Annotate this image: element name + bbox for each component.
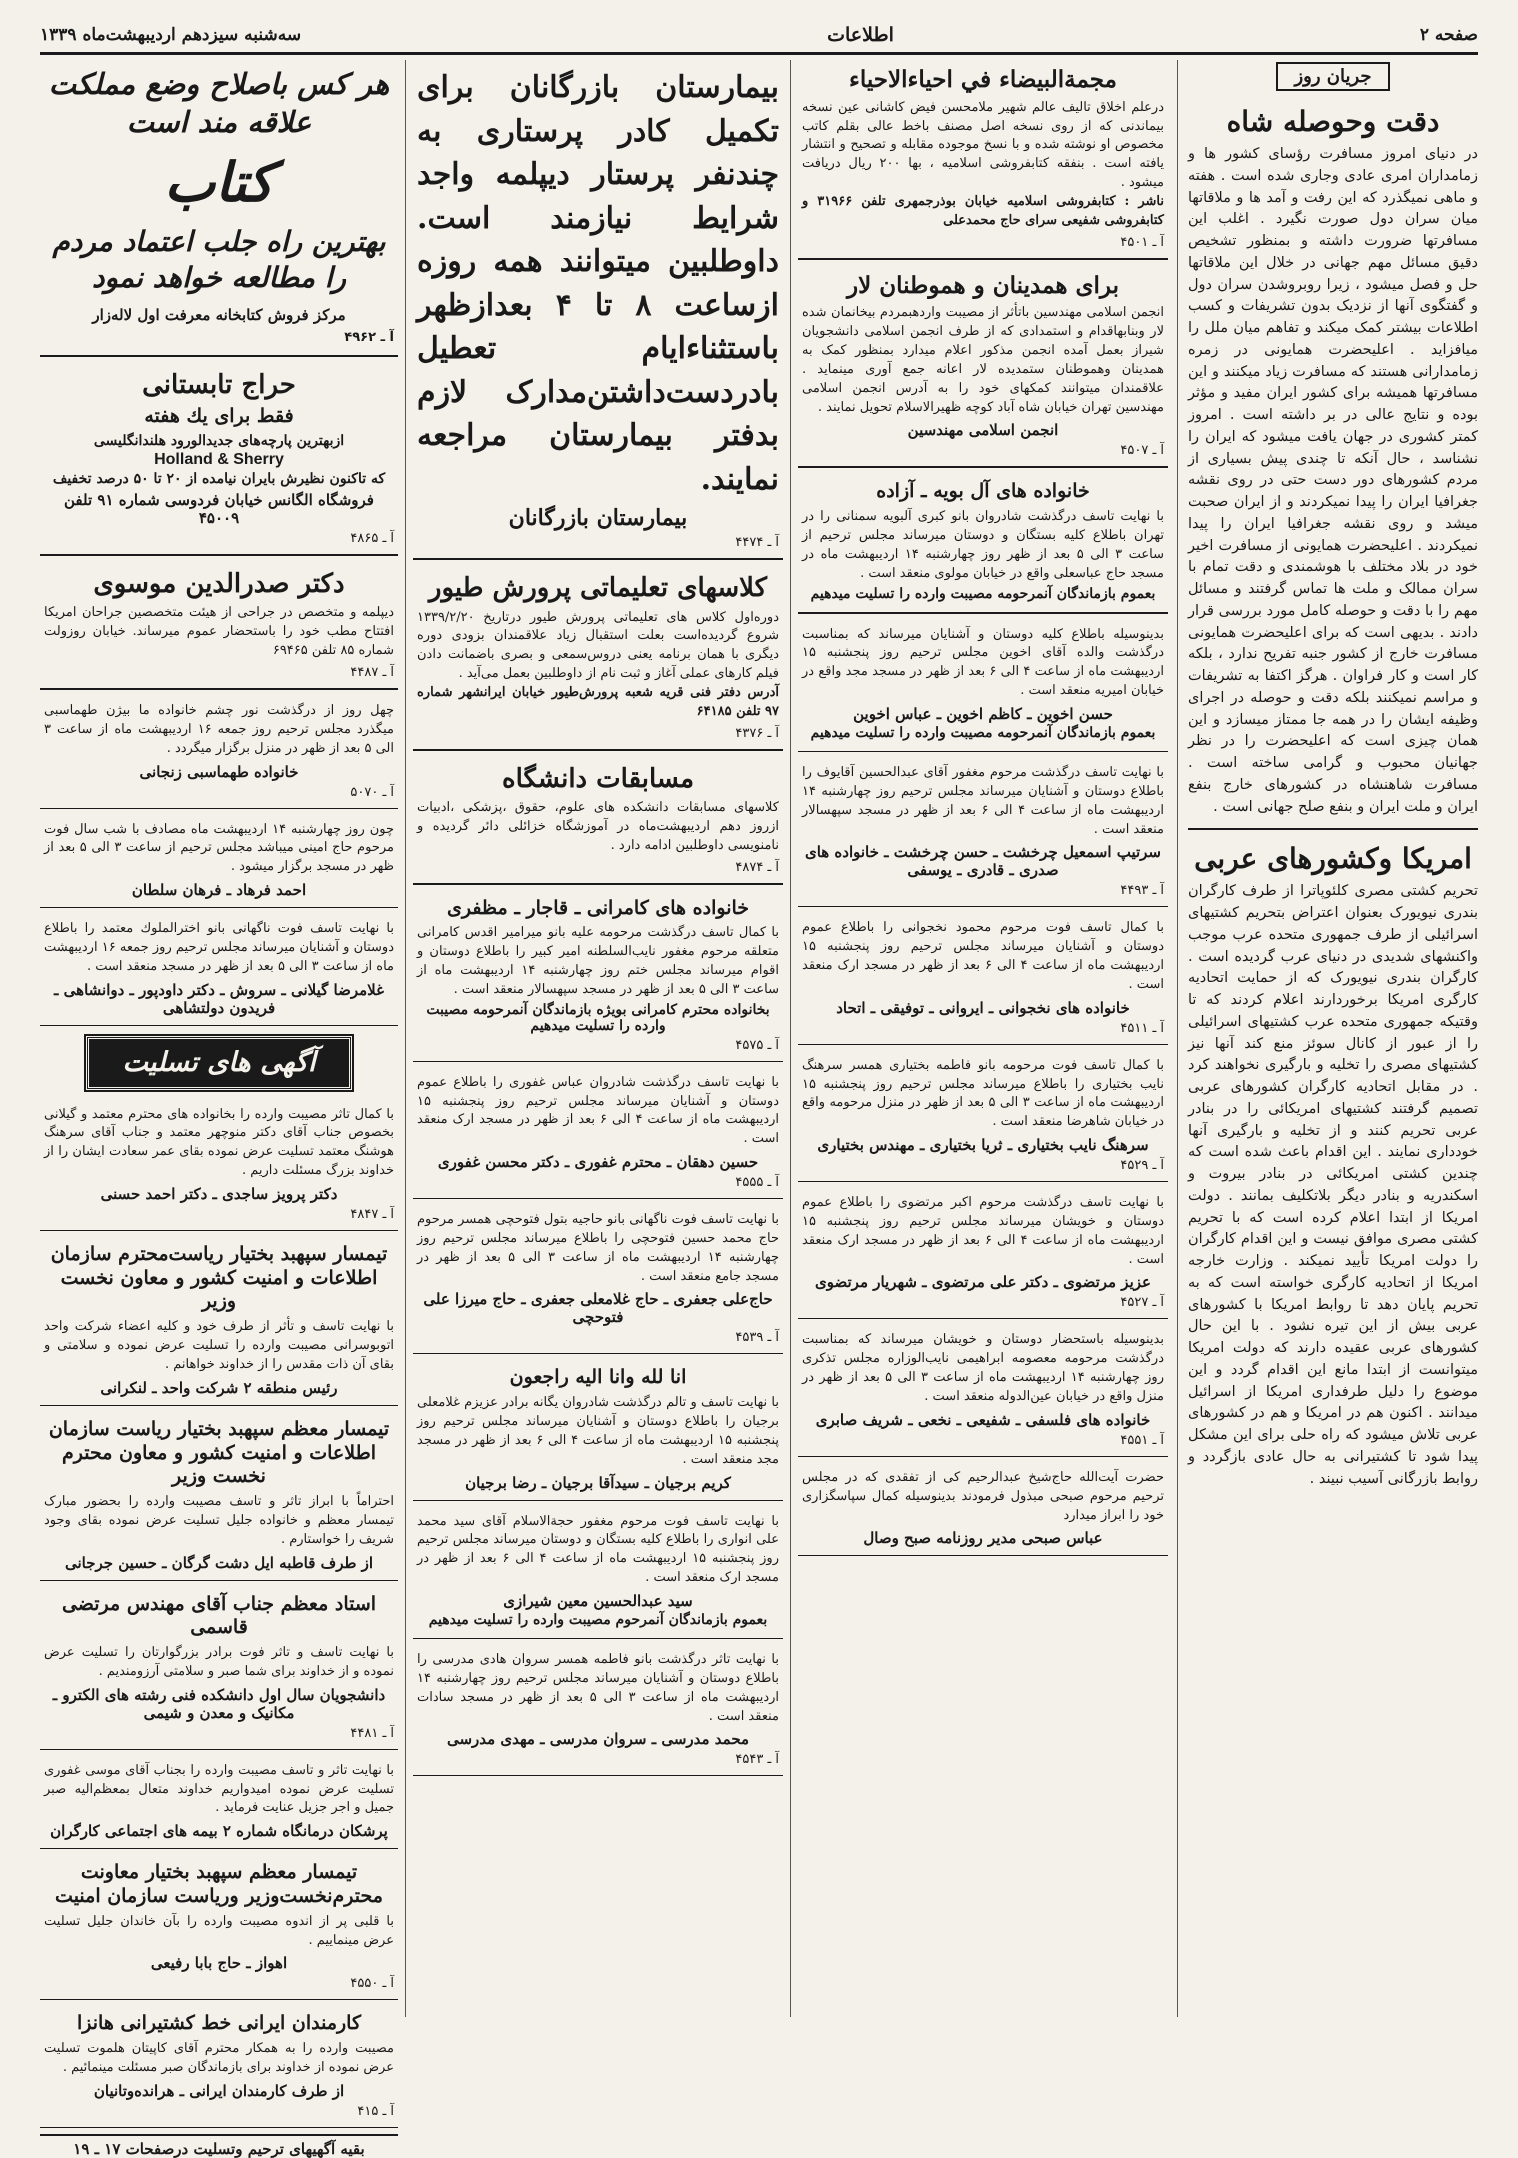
notice-signature: محمد مدرسی ـ سروان مدرسی ـ مهدی مدرسی (446, 1730, 750, 1749)
sale-body-2: که تاکنون نظیرش بایران نیامده از ۲۰ تا ۵۰ درصد تخفیف (52, 470, 386, 487)
notice-signature: از طرف کارمندان ایرانی ـ هرانده‌وتانیان (93, 2081, 345, 2100)
ekhtar-notice (40, 914, 398, 1026)
notice-signature: کریم برجیان ـ سیدآقا برجیان ـ رضا برجیان (465, 1473, 731, 1492)
notice-body: با کمال تاسف فوت مرحوم محمود نخجوانی را باطلاع عموم دوستان و آشنایان میرساند مجلس ترحیم روز پنجشنبه ۱۵ اردیبهشت ماه از ساعت ۴ الی ۶ بعد از ظهر در مسجد ارک منعقد است . (802, 920, 1164, 992)
ad-code: آ ـ ۴۱۵ (357, 2103, 394, 2119)
ad-code: آ ـ ۴۵۰۷ (1120, 443, 1164, 459)
barjian-notice (413, 1360, 783, 1500)
notice-title: تیمسار معظم سپهبد بختیار ریاست سازمان اطلاعات و امنیت کشور و معاون محترم نخست وزیر (48, 1417, 390, 1488)
ad-code: آ ـ ۴۸۴۷ (350, 1206, 394, 1222)
notice-signature: سید عبدالحسین معین شیرازی (503, 1591, 693, 1610)
condolence-banner: آگهی های تسلیت (86, 1036, 352, 1090)
ad-code: آ ـ ۴۵۱۱ (1120, 1020, 1164, 1036)
notice-body: با نهایت تاسف درگذشت شادروان عباس غفوری را باطلاع عموم دوستان و آشنایان میرساند مجلس ترحیم روز پنجشنبه ۱۵ اردیبهشت ماه از ساعت ۴ الی ۶ بعد از ظهر در مسجد ارک منعقد است . (417, 1074, 779, 1147)
notice-signature: پرشکان درمانگاه شماره ۲ بیمه های اجتماعی کارگران (50, 1822, 388, 1841)
notice-footer: بعموم بازماندگان آنمرحوم مصیبت وارده را تسلیت میدهیم (428, 1611, 768, 1628)
masthead-date: سه‌شنبه سیزدهم اردیبهشت‌ماه ۱۳۳۹ (40, 25, 302, 45)
hospital-signature: بیمارستان بازرگانان (508, 505, 688, 531)
notice-signature: خانواده های نخجوانی ـ ایروانی ـ توفیقی ـ اتحاد (836, 998, 1130, 1017)
lar-notice (798, 266, 1168, 469)
notice-body: چون روز چهارشنبه ۱۴ اردیبهشت ماه مصادف با شب سال فوت مرحوم حاج امینی میباشد مجلس ترحیم از ساعت ۳ الی ۵ بعد از ظهر در مسجد برگزار میشود . (44, 821, 394, 875)
book-body: درعلم اخلاق تالیف عالم شهیر ملامحسن فیض کاشانی عین نسخه بیماندنی که از روی نسخه اصل مصنف باخط عالی بقلم کاتب مخصوص او نوشته شده و با نسخ موجوده مقابله و تصحیح و انتشار یافته است . بنفقه کتابفروشی اسلامیه ، بها ۲۰۰ ریال دریافت میشود . (802, 99, 1165, 191)
tahmasebi-notice (40, 696, 398, 809)
book-title: مجمةالبيضاء في احياءالاحياء (849, 66, 1117, 93)
ad-code: آ ـ ۴۳۷۶ (735, 725, 779, 741)
ad-code: آ ـ ۴۵۴۳ (735, 1752, 779, 1768)
sajjadi-notice (40, 1100, 398, 1231)
notice-title: استاد معظم جناب آقای مهندس مرتضی قاسمی (61, 1592, 377, 1639)
notice-body: با نهایت تاسف فوت ناگهانی بانو اخترالملوك معتمد را باطلاع دوستان و آشنایان میرساند مجلس ترحیم روز جمعه ۱۶ اردیبهشت ماه از ساعت ۳ الی ۵ بعد از ظهر در مسجد منعقد است . (44, 921, 394, 974)
column-notices-b (413, 60, 783, 2017)
notice-title: تیمسار سپهبد بختیار ریاست‌محترم سازمان اطلاعات و امنیت کشور و معاون نخست وزیر (50, 1242, 388, 1313)
notice-signature: عزیز مرتضوی ـ دکتر علی مرتضوی ـ شهریار مرتضوی (815, 1273, 1151, 1292)
masthead-paper: اطلاعات (827, 24, 894, 46)
bakhtiari-notice (798, 1051, 1168, 1182)
soltan-notice (40, 815, 398, 909)
column-notices-c (40, 60, 398, 2158)
lar-signature: انجمن اسلامی مهندسین (907, 421, 1059, 440)
section-label: جریان روز (1276, 62, 1389, 91)
ad-code: آ ـ ۴۵۰۱ (1120, 234, 1164, 250)
notice-signature: رئیس منطقه ۲ شرکت واحد ـ لنکرانی (100, 1378, 338, 1397)
notice-signature: سرتیپ اسمعیل چرخشت ـ حسن چرخشت ـ خانواده های صدری ـ قادری ـ یوسفی (804, 843, 1161, 880)
ad-code: آ ـ ۴۸۷۴ (735, 859, 779, 875)
ad-code: آ ـ ۴۹۶۲ (344, 329, 394, 345)
ad-code: آ ـ ۴۴۹۳ (1120, 883, 1164, 899)
notice-signature: خانواده طهماسبی زنجانی (139, 762, 299, 781)
notice-body: با نهایت تاسف درگذشت مرحوم اکبر مرتضوی را باطلاع عموم دوستان و خویشان میرساند مجلس ترحیم روز پنجشنبه ۱۵ اردیبهشت ماه از ساعت ۴ الی ۶ بعد از ظهر در مسجد ارک منعقد است . (802, 1195, 1164, 1267)
sale-title: حراج تابستانی (142, 369, 296, 400)
masthead-page: صفحه ۲ (1419, 25, 1478, 45)
notice-title: کارمندان ایرانی خط کشتیرانی هانزا (76, 2012, 362, 2035)
ghafouri-notice (413, 1068, 783, 1199)
modarresi-notice (413, 1645, 783, 1776)
notice-body: احتراماً با ابراز تاثر و تاسف مصیبت وارده را بحضور مبارک تیمسار معظم و خانواده جلیل تسلیت عرض نموده بقای وجود شریف را خواستارم . (44, 1494, 394, 1547)
doctor-title: دکتر صدرالدین موسوی (93, 568, 345, 599)
ad-code: آ ـ ۴۵۵۰ (350, 1976, 394, 1992)
nakhjavani-notice (798, 913, 1168, 1044)
poultry-title: کلاسهای تعلیماتی پرورش طیور (428, 573, 768, 603)
notice-signature: حسین دهقان ـ محترم غفوری ـ دکتر محسن غفوری (437, 1153, 759, 1172)
lar-body: انجمن اسلامی مهندسین باتأثر از مصیبت واردهبمردم بیخانمان شده لار وبنابهاقدام و استمدادی که از طرف انجمن اسلامی دانشجویان شیراز بعمل آمده انجمن مذکور اعلام میدارد بمنظور کمک به همدینان وهموطنان ستمدیده لار اعانه جمع آوری مینماید . علاقمندان میتوانند کمکهای خود را به آدرس انجمن اسلامی مهندسین تهران خیابان شاه آباد کوچه ظهیرالاسلام تحویل نمایند . (802, 305, 1164, 415)
lar-title: برای همدینان و هموطنان لار (846, 271, 1120, 299)
poultry-address: آدرس دفتر فنی قریه شعبه پرورش‌طیور خیابان ایرانشهر شماره ۹۷ تلفن ۶۴۱۸۵ (417, 684, 779, 719)
article-body: تحریم کشتی مصری کلئوپاترا از طرف کارگران بندری نیویورک بعنوان اعتراض بتحریم کشتیهای اسرائیلی از طرف جمهوری متحده عرب موجب واکنشهای شدیدی در دنیای عرب گردیده است . کارگران بندری نیویورک که از حمایت اتحادیه کارگری امریکا برخوردارند اعلام کردند که تا وقتیکه جمهوری متحده عرب کشتیهای اسرائیلی را از عبور از کانال سوئز منع کند آنها نیز کشتیهای مصری را تخلیه و بارگیری نخواهند کرد . در مقابل اتحادیه کارگران کشورهای عربی تصمیم گرفتند کشتیهای امریکائی را در بنادر عربی تحریم کنند و از تخلیه و بارگیری آنها خودداری نمایند . این اقدام باعث شده است که چندین کشتی امریکائی در بنادر بیروت و اسکندریه و بنادر دیگر بلاتکلیف بمانند . دولت امریکا از ابتدا اعلام کرده است که با تحریم کشتی مصری موافق نیست و این اقدام کارگران را دولت امریکا تأیید نمیکند . وزارت خارجه امریکا از اتحادیه کارگری خواسته است که به تحریم پایان دهد تا روابط امریکا با کشورهای عربی بیش از این تیره نشود . با این حال کشورهای عربی عقیده دارند که دولت امریکا میتوانست از ابتدا مانع این اقدام گردد و این موضوع را دلیل طرفداری امریکا از اسرائیل میدانند . اکنون هم در امریکا و هم در کشورهای عربی تلاش میشود که راه حلی برای این مشکل پیدا شود تا کشتیرانی به حال عادی بازگردد و روابط بازرگانی آسیب نبیند . (1188, 883, 1478, 1487)
sale-body: ازبهترین پارچه‌های جدیدالورود هلندانگلیسی (93, 432, 345, 449)
notice-body: با نهایت تاثر درگذشت بانو فاطمه همسر سروان هادی مدرسی را باطلاع دوستان و آشنایان میرساند مجلس ترحیم روز چهارشنبه ۱۴ اردیبهشت ماه از ساعت ۳ الی ۵ بعد از ظهر در مسجد سادات منعقد است . (417, 1651, 779, 1724)
notice-body: با نهایت تاثر و تاسف مصیبت وارده را بجناب آقای موسی غفوری تسلیت عرض نموده امیدواریم خداوند متعال بمعظم‌الیه صبر جمیل و اجر جزیل عنایت فرماید . (44, 1762, 394, 1816)
ekhvan-notice (798, 620, 1168, 752)
notice-body: با قلبی پر از اندوه مصیبت وارده را بآن خاندان جلیل تسلیت عرض مینماییم . (44, 1913, 394, 1948)
article-body: در دنیای امروز مسافرت رؤسای کشور ها و زمامداران امری عادی وجاری شده است . هفته و ماهی نمیگذرد که این رفت و آمد ها و ملاقاتها میان سران دول صورت نگیرد . اغلب این مسافرتها ضرورت داشته و بمنظور تشخیص دقیق مسائل مهم جهانی در خلال این ملاقاتها حل و فصل میشود ، زیرا روبروشدن سران دول و گفتگوی آنها از نزدیک بدون تشریفات و کسب اطلاعات بیشتر کمک میکند و تفاهم میان ملل را میافزاید . اعلیحضرت همایونی در زمره زمامدارانی هستند که مسافرت زیاد میکنند و این مسافرتها همیشه برای کشور ایران مفید و مؤثر بوده و نتایج عالی در بر داشته است . امروز کمتر کشوری در جهان یافت میشود که ایران را نشناسد ، حال آنکه تا چندی پیش بسیاری از مردم کشورهای دور دست حتی در روی نقشه جغرافیا ایران را پیدا نمیکردند و از ایران صحبت میشد و روی نقشه جغرافیا ایران را پیدا نمیکردند . اعلیحضرت همایونی از مسافرت اخیر خود در بلاد مختلف با هوشمندی و دقت تمام با سران ممالک و ملت ها تماس گرفتند و مسائل مهم را با دقت و حوصله کامل مورد بررسی قرار دادند . بدیهی است که برای اعلیحضرت همایونی مسافرت خارج از کشور جنبه تفریح ندارد ، بلکه کار است و کار فراوان . هرگز اکتفا به تشریفات و مراسم نمیکنند بلکه دقت و حوصله در اجرای وظیفه ایشان را در همه جا ممتاز میسازد و این همان چیزی است که اعلیحضرت را در نظر جهانیان محبوب و گرامی ساخته است . مسافرت شاهنشاه در کشورهای خارج بنفع ایران و ملت ایران و بنفع صلح جهانی است . (1188, 146, 1478, 815)
notice-body: با نهایت تاسف درگذشت شادروان بانو کبری آلبویه سمنانی را در تهران باطلاع کلیه بستگان و دوستان میرساند مجلس ترحیم از ساعت ۳ الی ۵ بعد از ظهر روز چهارشنبه ۱۴ اردیبهشت ماه در مسجد حاج عباسعلی واقع در خیابان مولوی منعقد است . (802, 509, 1164, 581)
sale-brand: Holland & Sherry (154, 450, 284, 468)
notice-signature: خانواده های فلسفی ـ شفیعی ـ نخعی ـ شریف صابری (815, 1410, 1151, 1429)
thanks-notice (798, 1463, 1168, 1557)
ad-code: آ ـ ۴۴۸۷ (350, 665, 394, 681)
ostad-notice (40, 1587, 398, 1750)
notice-body: با نهایت تاسف فوت ناگهانی بانو حاجیه بتول فتوحچی همسر مرحوم حاج محمد حسین فتوحچی را باطلاع میرساند مجلس ترحیم روز چهارشنبه ۱۴ اردیبهشت ماه از ساعت ۳ الی ۵ بعد از ظهر در مسجد جامع منعقد است . (417, 1212, 779, 1284)
article-shah (1188, 105, 1478, 818)
ad-code: آ ـ ۴۴۸۱ (350, 1725, 394, 1741)
article-title: دقت وحوصله شاه (1226, 105, 1440, 138)
notice-body: حضرت آیت‌الله حاج‌شیخ عبدالرحیم کی از تفقدی که در مجلس ترحیم مرحوم صبحی مبذول فرمودند بدینوسیله کمال سپاسگزاری خود را ابراز میدارد (802, 1469, 1164, 1523)
ad-code: آ ـ ۴۵۵۵ (735, 1175, 779, 1191)
book-publisher: ناشر : کتابفروشی اسلامیه خیابان بوذرجمهری تلفن ۳۱۹۶۶ و کتابفروشی شفیعی سرای حاج محمدعلی (802, 193, 1165, 228)
notice-title: خانواده های آل بویه ـ آزاده (876, 480, 1090, 503)
notice-body: بدینوسیله باستحضار دوستان و خویشان میرساند که بمناسبت درگذشت مرحومه معصومه ابراهیمی نایب‌الوزاره مجلس تذکری روز چهارشنبه ۱۴ اردیبهشت ماه از ساعت ۳ الی ۵ بعد از ظهر در منزل واقع در خیابان عین‌الدوله منعقد است . (802, 1332, 1164, 1404)
university-ad (413, 757, 783, 885)
aghayov-notice (798, 758, 1168, 907)
ad-code: آ ـ ۴۸۶۵ (350, 530, 394, 546)
notice-signature: دکتر پرویز ساجدی ـ دکتر احمد حسنی (100, 1184, 338, 1203)
notice-body: با کمال تاسف درگذشت مرحومه علیه بانو میرامیر اقدس کامرانی متعلقه مرحوم مغفور نایب‌السلطنه امیر کبیر را باطلاع دوستان و اقوام میرساند مجلس ختم روز چهارشنبه ۱۴ اردیبهشت ماه از ساعت ۳ الی ۵ بعد از ظهر در مسجد سپهسالار منعقد است . (417, 925, 779, 997)
notice-body: با کمال تاسف فوت مرحومه بانو فاطمه بختیاری همسر سرهنگ نایب بختیاری را باطلاع میرساند مجلس ترحیم روز پنجشنبه ۱۵ اردیبهشت ماه از ساعت ۳ الی ۵ بعد از ظهر در منزل مرحومه واقع در خیابان شاهرضا منعقد است . (802, 1057, 1164, 1130)
ad-code: آ ـ ۴۵۲۹ (1120, 1158, 1164, 1174)
sale-ad (40, 363, 398, 556)
notice-title: تیمسار معظم سپهبد بختیار معاونت محترم‌نخست‌وزیر وریاست سازمان امنیت (55, 1861, 383, 1908)
ad-code: آ ـ ۴۴۷۴ (735, 535, 779, 550)
ghaffari-notice (40, 1756, 398, 1850)
ad-code: آ ـ ۴۵۵۱ (1120, 1432, 1164, 1448)
university-body: کلاسهای مسابقات دانشکده های علوم، حقوق ،پزشکی ،ادبیات ازروز دهم اردیبهشت‌ماه در آموزشگاه خزائلی دائر گردیده و نامنویسی داوطلبین ادامه دارد . (417, 800, 779, 853)
notice-signature: عباس صبحی مدیر روزنامه صبح وصال (863, 1529, 1103, 1548)
promo-shop: مرکز فروش کتابخانه معرفت اول لاله‌زار (92, 306, 346, 325)
article-america (1188, 828, 1478, 1490)
sale-shop: فروشگاه الگانس خیابان فردوسی شماره ۹۱ تلفن ۴۵۰۰۹ (64, 490, 374, 527)
notice-title: خانواده های کامرانی ـ قاجار ـ مظفری (446, 896, 750, 919)
notice-body: بدینوسیله باطلاع کلیه دوستان و آشنایان میرساند که بمناسبت درگذشت والده آقای اخوین مجلس ترحیم روز پنجشنبه ۱۵ اردیبهشت ماه از ساعت ۴ الی ۶ بعد از ظهر در مسجد مجد واقع در خیابان امیریه منعقد است . (802, 626, 1164, 699)
promo-line-3: بهترین راه جلب اعتماد مردم را مطالعه خواهد نمود (52, 224, 386, 294)
poultry-body: دوره‌اول کلاس های تعلیماتی پرورش طیور درتاریخ ۱۳۳۹/۲/۲۰ شروع گردیده‌است بعلت استقبال زیاد علاقمندان بزودی دوره دیگری با همان برنامه یعنی دروس‌سمعی و بصری باضمانت دادن فیلم کارهای عملی آغاز و ثبت نام از داوطلبین بعمل می‌آید . (417, 609, 779, 682)
notice-body: مصیبت وارده را به همکار محترم آقای کاپیتان هلموت تسلیت عرض نموده از خداوند برای بازماندگان صبر مسئلت مینمائیم . (44, 2041, 394, 2076)
article-title: امریکا وکشورهای عربی (1194, 842, 1472, 876)
notice-title: انا لله وانا الیه راجعون (509, 1366, 687, 1389)
book-ad (798, 60, 1168, 260)
ad-code: آ ـ ۴۵۷۵ (735, 1037, 779, 1053)
notice-footer: بعموم بازماندگان آنمرحومه مصیبت وارده را تسلیت میدهیم (810, 585, 1156, 602)
column-rule (1177, 60, 1178, 2017)
teymoor-notice-3 (40, 1855, 398, 2000)
sale-subtitle: فقط برای یك هفته (144, 405, 294, 428)
notice-body: با نهایت تاسف فوت مرحوم مغفور حجة‌الاسلام آقای سید محمد علی انواری را باطلاع کلیه بستگان و دوستان میرساند مجلس ترحیم روز پنجشنبه ۱۵ اردیبهشت ماه از ساعت ۴ الی ۶ بعد از ظهر در مسجد ارک منعقد است . (417, 1513, 779, 1586)
notice-body: با کمال تاثر مصیبت وارده را بخانواده های محترم معتمد و گیلانی بخصوص جناب آقای دکتر منوچهر معتمد و جناب آقای سرهنگ هوشنگ معتمد تسلیت عرض نموده بقای عمر سعادت ایشان را از خداوند بزرگ مسئلت داریم . (44, 1106, 394, 1179)
ebrahimi-notice (798, 1325, 1168, 1456)
notice-body: با نهایت تاسف و تالم درگذشت شادروان یگانه برادر عزیزم غلامعلی برجیان را باطلاع دوستان و آشنایان میرساند مجلس ترحیم روز پنجشنبه ۱۵ اردیبهشت ماه از ساعت ۴ الی ۶ بعد از ظهر در مسجد مجد منعقد است . (417, 1395, 779, 1467)
notice-signature: حسن اخوین ـ کاظم اخوین ـ عباس اخوین (853, 704, 1113, 723)
notice-signature: احمد فرهاد ـ فرهان سلطان (131, 881, 307, 900)
notice-signature: غلامرضا گیلانی ـ سروش ـ دکتر داودپور ـ دوانشاهی ـ فریدون دولتشاهی (54, 980, 384, 1017)
anvari-notice (413, 1507, 783, 1639)
mortazavi-notice (798, 1188, 1168, 1319)
page-footer-note: بقیه آگهیهای ترحیم وتسلیت درصفحات ۱۷ ـ ۱۹ (40, 2134, 398, 2158)
hospital-text: بیمارستان بازرگانان برای تکمیل کادر پرستاری به چندنفر پرستار دیپلمه واجد شرایط نیازمند است. داوطلبین میتوانند همه روزه ازساعت ۸ تا ۴ بعدازظهر باستثناءایام تعطیل بادردست‌داشتن‌مدارک لازم بدفتر بیمارستان مراجعه نمایند. (417, 70, 779, 497)
notice-signature: سرهنگ نایب بختیاری ـ ثریا بختیاری ـ مهندس بختیاری (817, 1136, 1149, 1155)
masthead (40, 18, 1478, 55)
column-rule (405, 60, 406, 2017)
teymoor-notice-1 (40, 1237, 398, 1406)
book-promo-ad (40, 60, 398, 357)
column-rule (790, 60, 791, 2017)
notice-signature: اهواز ـ حاج بابا رفیعی (150, 1954, 288, 1973)
ad-code: آ ـ ۴۵۲۷ (1120, 1295, 1164, 1311)
notice-signature: دانشجویان سال اول دانشکده فنی رشته های الکترو ـ مکانیک و معدن و شیمی (52, 1685, 386, 1722)
notice-signature: حاج‌علی جعفری ـ حاج غلامعلی جعفری ـ حاج میرزا علی فتوحچی (423, 1290, 773, 1327)
teymoor-notice-2 (40, 1412, 398, 1581)
notice-body: با نهایت تاسف درگذشت مرحوم مغفور آقای عبدالحسین آقایوف را باطلاع دوستان و آشنایان میرساند مجلس ترحیم روز چهارشنبه ۱۴ اردیبهشت ماه از ساعت ۴ الی ۶ بعد از ظهر در مسجد سپهسالار منعقد است . (802, 764, 1164, 837)
albooyeh-notice (798, 474, 1168, 613)
doctor-body: دیپلمه و متخصص در جراحی از هیئت متخصصین جراحان امریکا افتتاح مطب خود را باستحضار عموم میرساند. خیابان روزولت شماره ۸۵ تلفن ۶۹۴۶۵ (44, 605, 394, 659)
university-title: مسابقات دانشگاه (501, 763, 695, 794)
notice-footer: بعموم بازماندگان آنمرحومه مصیبت وارده را تسلیت میدهیم (810, 724, 1156, 741)
ad-code: آ ـ ۵۰۷۰ (350, 784, 394, 800)
notice-body: با نهایت تاسف و تأثر از طرف خود و کلیه اعضاء شرکت واحد اتوبوسرانی مصیبت وارده را تسلیت عرض نموده و سلامتی و بقای آن ذات مقدس را از خداوند خواهانم . (44, 1319, 394, 1372)
promo-line-1: هر کس باصلاح وضع مملکت علاقه مند است (48, 67, 390, 139)
poultry-ad (413, 566, 783, 751)
notice-body: با نهایت تاسف و تاثر فوت برادر بزرگوارتان را تسلیت عرض نموده و از خداوند برای شما صبر و سلامتی آرزومندیم . (44, 1645, 394, 1679)
ad-code: آ ـ ۴۵۳۹ (735, 1330, 779, 1346)
hospital-ad (413, 60, 783, 560)
column-editorial (1188, 60, 1478, 2017)
hansa-notice (40, 2006, 398, 2127)
doctor-ad (40, 562, 398, 690)
kamrani-notice (413, 891, 783, 1062)
column-notices-a (798, 60, 1168, 2017)
notice-footer: بخانواده محترم کامرانی بویژه بازماندگان آنمرحومه مصیبت وارده را تسلیت میدهیم (426, 1001, 770, 1034)
notice-signature: از طرف قاطبه ایل دشت گرگان ـ حسین جرجانی (64, 1553, 374, 1572)
promo-line-2: کتاب (164, 150, 274, 215)
fattouhi-notice (413, 1205, 783, 1354)
notice-body: چهل روز از درگذشت نور چشم خانواده ما بیژن طهماسبی میگذرد مجلس ترحیم روز جمعه ۱۶ اردیبهشت ماه از ساعت ۳ الی ۵ بعد از ظهر در منزل برگزار میگردد . (44, 703, 394, 756)
